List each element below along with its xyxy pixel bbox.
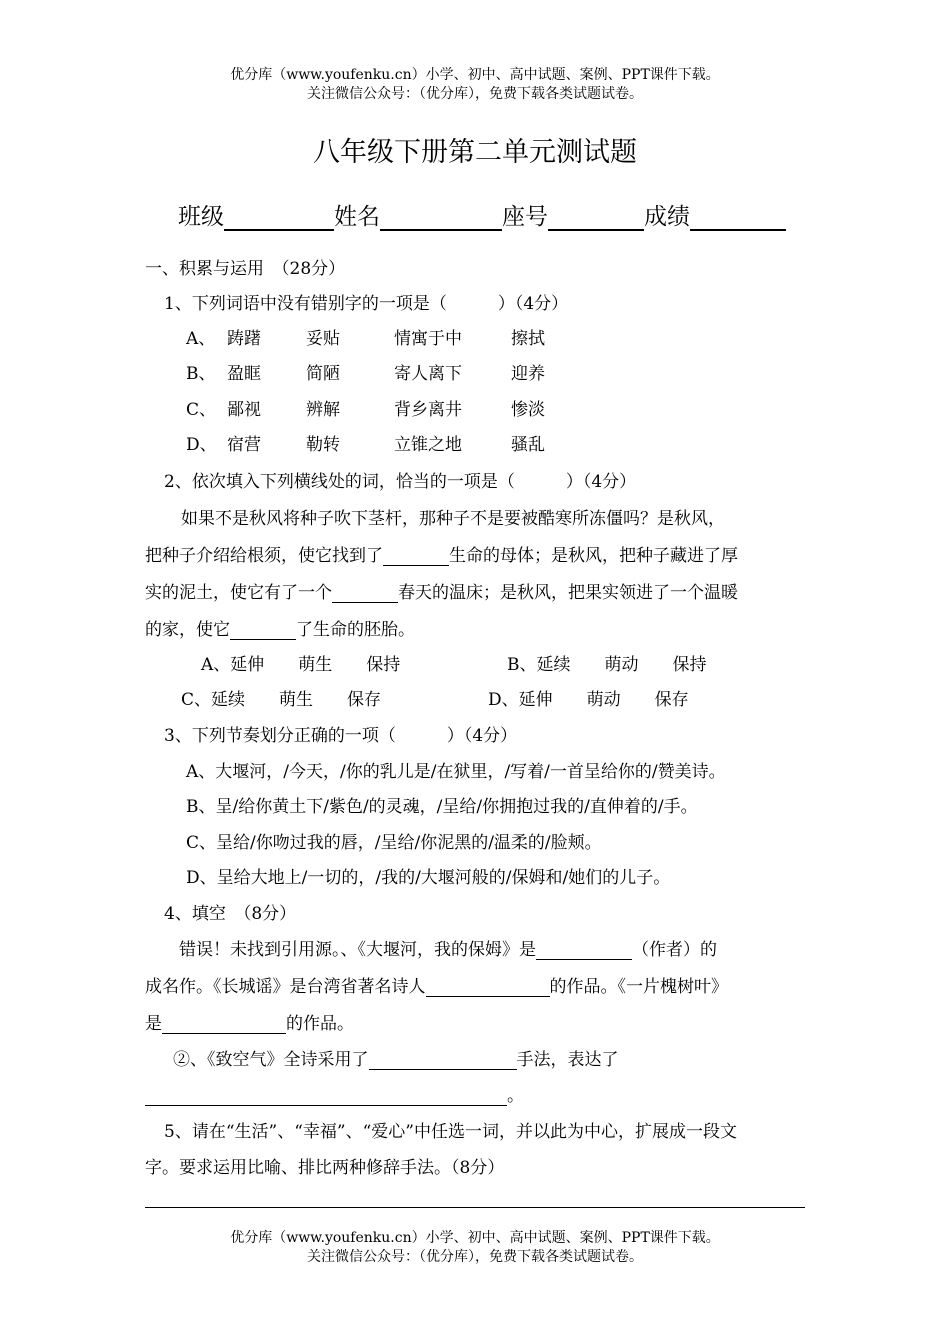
q2-p2-text-a: 把种子介绍给根须，使它找到了	[145, 546, 383, 566]
q2-option-a: A、延伸 萌生 保持	[201, 655, 401, 675]
q4-l3-text-a: 是	[145, 1014, 162, 1034]
q2-option-b: B、延续 萌动 保持	[507, 655, 707, 675]
q2-blank-2[interactable]	[332, 585, 398, 603]
q4-blank-author[interactable]	[536, 942, 632, 960]
q3-option-b: B、呈/给你黄土下/紫色/的灵魂，/呈给/你拥抱过我的/直伸着的/手。	[186, 797, 698, 817]
q2-option-d: D、延伸 萌动 保存	[488, 690, 689, 710]
q2-p4-text-a: 的家，使它	[145, 620, 230, 640]
q4-l4-text-b: 手法，表达了	[516, 1050, 619, 1070]
q4-l2-text-a: 成名作。《长城谣》是台湾省著名诗人	[145, 977, 426, 997]
q1-b-word2: 简陋	[306, 364, 340, 384]
q1-d-word2: 勒转	[306, 435, 340, 455]
q2-stem: 2、依次填入下列横线处的词，恰当的一项是（ ）（4分）	[164, 472, 637, 492]
header-line-2: 关注微信公众号：（优分库），免费下载各类试题试卷。	[307, 86, 643, 102]
q1-d-word3: 立锥之地	[394, 435, 462, 455]
class-label: 班级	[178, 204, 224, 230]
q4-l2-text-b: 的作品。《一片槐树叶》	[549, 977, 728, 997]
q4-blank-expression[interactable]	[145, 1088, 507, 1106]
q1-b-label: B、	[186, 364, 216, 384]
q2-p3-text-b: 春天的温床；是秋风，把果实领进了一个温暖	[398, 583, 738, 603]
q4-line-3	[145, 1009, 354, 1034]
q2-passage-line-1: 如果不是秋风将种子吹下茎杆，那种子不是要被酷寒所冻僵吗？是秋风，	[181, 509, 725, 529]
q1-b-word3: 寄人离下	[394, 364, 462, 384]
q5-line-1: 5、请在“生活”、“幸福”、“爱心”中任选一词，并以此为中心，扩展成一段文	[164, 1122, 737, 1142]
q4-blank-author-2[interactable]	[162, 1016, 286, 1034]
q1-a-label: A、	[186, 329, 216, 349]
q1-c-word3: 背乡离井	[394, 400, 462, 420]
q1-c-word4: 惨淡	[511, 400, 545, 420]
q1-b-word4: 迎养	[511, 364, 545, 384]
q4-l1-text-b: （作者）的	[632, 940, 717, 960]
page-title: 八年级下册第二单元测试题	[313, 137, 637, 168]
q1-a-word3: 情寓于中	[394, 329, 462, 349]
q3-option-d: D、呈给大地上/一切的，/我的/大堰河般的/保姆和/她们的儿子。	[186, 868, 671, 888]
q1-d-label: D、	[186, 435, 217, 455]
q4-line-4	[173, 1045, 619, 1070]
q1-b-word1: 盈眶	[227, 364, 261, 384]
q1-a-word1: 踌躇	[227, 329, 261, 349]
q4-l1-text-a: 错误！未找到引用源。、《大堰河，我的保姆》是	[179, 940, 536, 960]
q2-option-c: C、延续 萌生 保存	[181, 690, 382, 710]
name-label: 姓名	[334, 204, 380, 230]
q2-p4-text-b: 了生命的胚胎。	[296, 620, 415, 640]
q2-passage-line-4	[145, 615, 415, 640]
q3-option-a: A、大堰河，/今天，/你的乳儿是/在狱里，/写着/一首呈给你的/赞美诗。	[186, 762, 726, 782]
q2-p3-text-a: 实的泥土，使它有了一个	[145, 583, 332, 603]
q4-l5-text-b: 。	[507, 1086, 524, 1106]
score-blank[interactable]	[690, 207, 786, 231]
student-info-line	[178, 198, 786, 231]
footer-line-2: 关注微信公众号：（优分库），免费下载各类试题试卷。	[307, 1249, 643, 1265]
seat-blank[interactable]	[548, 207, 644, 231]
q1-c-label: C、	[186, 400, 217, 420]
q3-option-c: C、呈给/你吻过我的唇，/呈给/你泥黑的/温柔的/脸颊。	[186, 833, 602, 853]
q1-stem: 1、下列词语中没有错别字的一项是（ ）（4分）	[164, 294, 569, 314]
name-blank[interactable]	[380, 207, 502, 231]
q1-c-word2: 辨解	[306, 400, 340, 420]
class-blank[interactable]	[224, 207, 334, 231]
q4-line-2	[145, 972, 728, 997]
score-label: 成绩	[644, 204, 690, 230]
header-line-1: 优分库（www.youfenku.cn）小学、初中、高中试题、案例、PPT课件下载。	[230, 67, 720, 83]
q2-blank-3[interactable]	[230, 622, 296, 640]
q1-a-word2: 妥贴	[306, 329, 340, 349]
q1-d-word1: 宿营	[227, 435, 261, 455]
q2-blank-1[interactable]	[383, 548, 449, 566]
q4-l4-text-a: ②、《致空气》全诗采用了	[173, 1050, 369, 1070]
seat-label: 座号	[502, 204, 548, 230]
q5-line-2: 字。要求运用比喻、排比两种修辞手法。（8分）	[145, 1158, 505, 1178]
q4-line-5	[145, 1081, 524, 1106]
q4-blank-technique[interactable]	[369, 1052, 517, 1070]
answer-line[interactable]	[145, 1207, 805, 1208]
q2-passage-line-2	[145, 541, 738, 566]
q4-blank-poet[interactable]	[426, 979, 550, 997]
q1-c-word1: 鄙视	[227, 400, 261, 420]
q1-d-word4: 骚乱	[511, 435, 545, 455]
q4-stem: 4、填空 （8分）	[164, 904, 297, 924]
footer-line-1: 优分库（www.youfenku.cn）小学、初中、高中试题、案例、PPT课件下载。	[230, 1230, 720, 1246]
q3-stem: 3、下列节奏划分正确的一项（ ）（4分）	[164, 726, 518, 746]
q4-line-1	[179, 935, 717, 960]
q1-a-word4: 擦拭	[511, 329, 545, 349]
section-1-heading: 一、积累与运用 （28分）	[145, 259, 346, 279]
q2-passage-line-3	[145, 578, 738, 603]
q2-p2-text-b: 生命的母体；是秋风，把种子藏进了厚	[449, 546, 738, 566]
q4-l3-text-b: 的作品。	[286, 1014, 354, 1034]
